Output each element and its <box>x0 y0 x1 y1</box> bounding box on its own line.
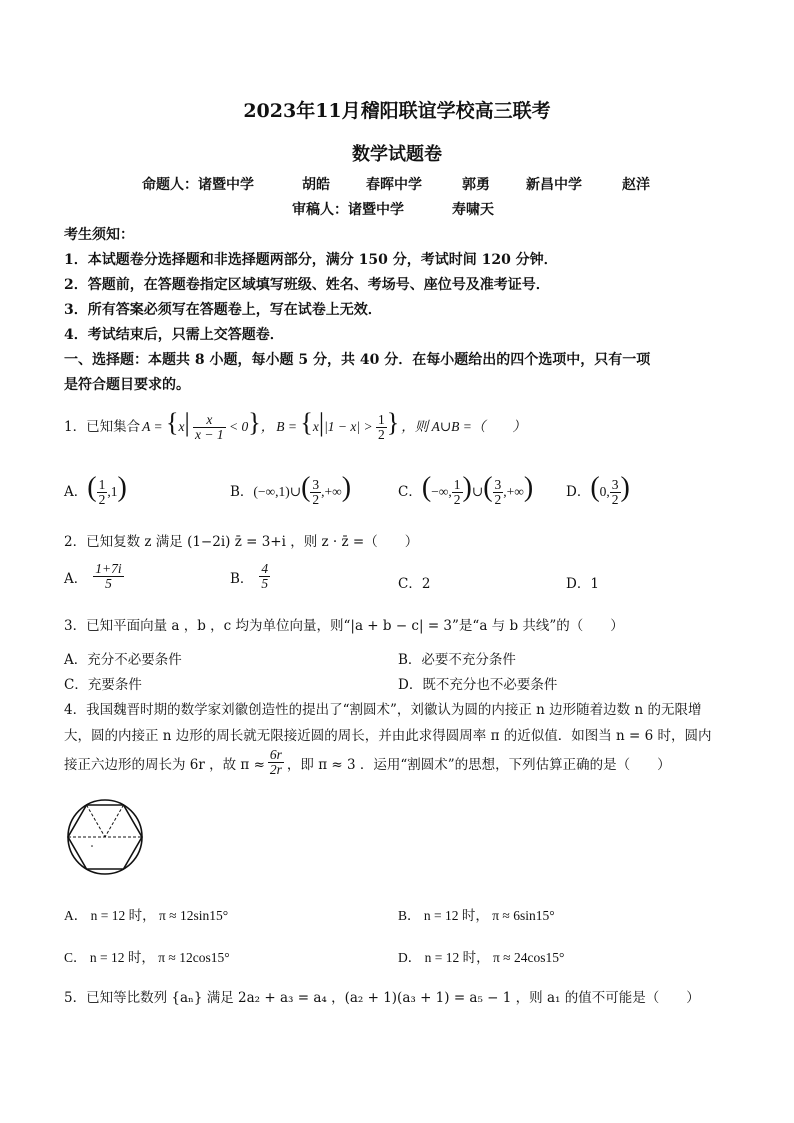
numerator: 1+7i <box>95 561 122 576</box>
reviewer-2: 寿啸天 <box>452 202 494 218</box>
author-5: 新昌中学 <box>526 177 582 193</box>
q1-option-c <box>398 472 533 508</box>
option-a-value: ( $\frac{1}{2}$ ,1) <box>87 472 127 508</box>
q1-prefix: 1．已知集合 <box>64 419 141 436</box>
q2-option-b <box>230 562 270 591</box>
question-4-line <box>64 748 671 777</box>
q4-option-d: D． n = 12 时， π ≈ 24cos15° <box>398 950 565 965</box>
notice-heading: 考生须知： <box>64 227 134 243</box>
option-c-value: (−∞, $\frac{1}{2}$ )∪( $\frac{3}{2}$ ,+∞) <box>421 472 534 508</box>
section-heading: 一、选择题：本题共 8 小题，每小题 5 分，共 40 分．在每小题给出的四个选项中，只有一项 <box>64 352 651 368</box>
denominator: 5 <box>261 576 269 592</box>
numerator: 6r <box>269 747 282 762</box>
center-dot <box>91 845 93 847</box>
option-label: B． <box>230 483 254 500</box>
q4-line3-end: ，即 π ≈ 3 ．运用“割圆术”的思想，下列估算正确的是（ ） <box>286 756 671 773</box>
q1-option-d <box>566 472 630 508</box>
numerator: 4 <box>261 561 269 576</box>
option-label: A． <box>64 483 88 500</box>
q4-option-c: C． n = 12 时， π ≈ 12cos15° <box>64 950 230 965</box>
inscribed-hexagon-figure <box>64 796 146 878</box>
author-4: 郭勇 <box>462 177 490 193</box>
q1-option-a <box>64 472 127 508</box>
option-label: B． <box>230 570 254 587</box>
question-4-line: 大，圆的内接正 n 边形的周长就无限接近圆的周长，并由此求得圆周率 π 的近似值．如图当 n = 6 时，圆内 <box>64 728 712 744</box>
q2-option-c: C．2 <box>398 576 431 592</box>
author-1: 命题人：诸暨中学 <box>142 177 254 193</box>
radius-dashed <box>87 805 106 837</box>
question-5-stem: 5．已知等比数列 {aₙ} 满足 2a₂ + a₃ = a₄ ，(a₂ + 1)(a₃ + 1) = a₅ − 1 ，则 a₁ 的值不可能是（ ） <box>64 990 700 1006</box>
question-4-line: 4．我国魏晋时期的数学家刘徽创造性的提出了“割圆术”，刘徽认为圆的内接正 n 边形随着边数 n 的无限增 <box>64 702 702 718</box>
author-3: 春晖中学 <box>366 177 422 193</box>
question-3-stem: 3．已知平面向量 a ，b ，c 均为单位向量，则“|a + b − c| = 3”是“a 与 b 共线”的（ ） <box>64 618 624 634</box>
q1-option-b <box>230 472 351 508</box>
option-label: C． <box>398 483 422 500</box>
author-2: 胡皓 <box>302 177 330 193</box>
question-1-stem <box>64 408 526 443</box>
q4-line3-start: 接正六边形的周长为 6r ，故 π ≈ <box>64 756 265 773</box>
q3-option-a: A．充分不必要条件 <box>64 652 182 668</box>
notice-item: 3．所有答案必须写在答题卷上，写在试卷上无效． <box>64 302 382 318</box>
q2-option-a <box>64 562 124 591</box>
fraction <box>259 562 270 591</box>
option-label: D． <box>566 483 591 500</box>
notice-item: 1．本试题卷分选择题和非选择题两部分，满分 150 分，考试时间 120 分钟． <box>64 252 558 268</box>
denominator: 5 <box>105 576 112 592</box>
option-label: A． <box>64 570 88 587</box>
q3-option-d: D．既不充分也不必要条件 <box>398 677 558 693</box>
option-b-value: (−∞,1)∪( $\frac{3}{2}$ ,+∞) <box>253 472 352 508</box>
radius-dashed <box>105 805 124 837</box>
section-heading-cont: 是符合题目要求的。 <box>64 377 190 393</box>
q3-option-c: C．充要条件 <box>64 677 142 693</box>
fraction <box>268 748 284 777</box>
reviewer-1: 审稿人：诸暨中学 <box>292 202 404 218</box>
question-2-stem: 2．已知复数 z 满足 (1−2i) z̄ = 3+i ，则 z · z̄ =（ ） <box>64 534 419 550</box>
set-a-formula: A = {x| $\frac{x}{x - 1}$ < 0}， <box>142 408 275 443</box>
set-b-formula: B = {x||1 − x| > $\frac{1}{2}$ } <box>276 408 400 443</box>
q2-option-d: D．1 <box>566 576 599 592</box>
q3-option-b: B．必要不充分条件 <box>398 652 516 668</box>
q4-option-a: A． n = 12 时， π ≈ 12sin15° <box>64 908 229 923</box>
notice-item: 2．答题前，在答题卷指定区域填写班级、姓名、考场号、座位号及准考证号． <box>64 277 550 293</box>
fraction <box>93 562 123 591</box>
exam-subtitle: 数学试题卷 <box>352 144 442 165</box>
exam-title: 2023年11月稽阳联谊学校高三联考 <box>243 100 551 122</box>
denominator: 2r <box>269 762 282 778</box>
option-d-value: (0, $\frac{3}{2}$ ) <box>590 472 630 508</box>
q4-option-b: B． n = 12 时， π ≈ 6sin15° <box>398 908 555 923</box>
q1-tail: ，则 A∪B =（ ） <box>401 419 526 435</box>
notice-item: 4．考试结束后，只需上交答题卷． <box>64 327 284 343</box>
author-6: 赵洋 <box>622 177 650 193</box>
